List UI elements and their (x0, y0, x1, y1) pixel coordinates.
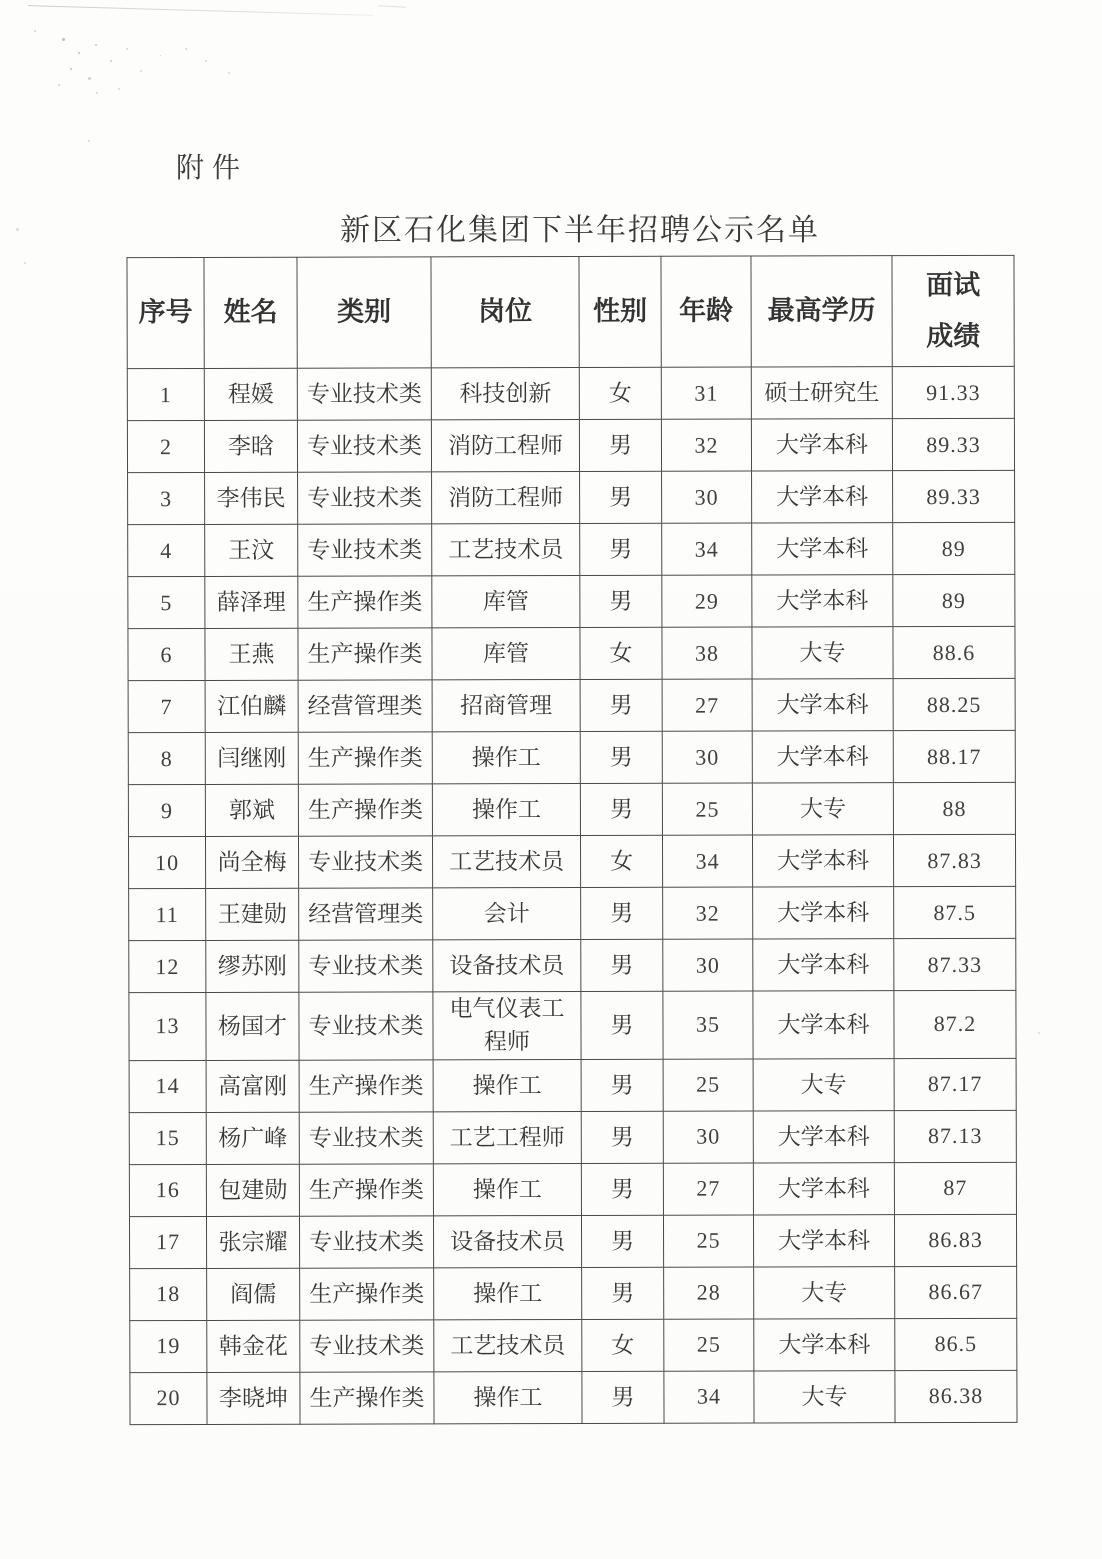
table-row (128, 678, 1015, 732)
table-row (128, 626, 1015, 680)
cell-score: 88.17 (893, 730, 1015, 782)
cell-position: 工艺工程师 (433, 1111, 581, 1163)
cell-category: 专业技术类 (299, 992, 433, 1060)
cell-no: 2 (127, 420, 204, 472)
column-header: 姓名 (204, 257, 297, 368)
cell-education: 大学本科 (752, 575, 893, 627)
cell-education: 大专 (752, 783, 893, 835)
cell-age: 25 (663, 1059, 753, 1111)
cell-position: 设备技术员 (433, 1215, 581, 1267)
cell-score: 88.25 (893, 678, 1015, 730)
cell-name: 薛泽理 (205, 576, 298, 628)
cell-no: 12 (129, 940, 206, 992)
cell-no: 8 (128, 732, 205, 784)
cell-category: 专业技术类 (298, 472, 432, 524)
attachment-label: 附件 (176, 153, 249, 184)
cell-age: 30 (663, 939, 753, 991)
cell-position: 操作工 (432, 783, 580, 835)
cell-score: 88 (893, 782, 1015, 834)
scan-streak-small (378, 5, 406, 7)
cell-score: 87 (894, 1162, 1016, 1214)
cell-age: 34 (662, 523, 752, 575)
cell-name: 缪苏刚 (206, 940, 299, 992)
cell-no: 16 (129, 1164, 206, 1216)
cell-position: 操作工 (432, 731, 580, 783)
recruitment-table (126, 255, 1017, 1425)
cell-position: 操作工 (434, 1267, 582, 1319)
cell-position: 电气仪表工 程师 (433, 991, 581, 1059)
column-header: 性别 (579, 256, 661, 367)
table-row (129, 1162, 1016, 1216)
scan-streak (28, 5, 373, 16)
cell-age: 31 (661, 367, 751, 419)
cell-category: 专业技术类 (300, 1320, 434, 1372)
cell-score: 87.5 (894, 886, 1016, 938)
cell-position: 科技创新 (431, 367, 579, 419)
cell-name: 韩金花 (207, 1320, 300, 1372)
table-row (130, 1370, 1017, 1424)
table-row (127, 418, 1014, 472)
cell-score: 87.17 (894, 1058, 1016, 1110)
cell-position: 工艺技术员 (432, 523, 580, 575)
cell-education: 大学本科 (752, 679, 893, 731)
cell-education: 大学本科 (753, 1214, 894, 1266)
cell-education: 大学本科 (753, 991, 894, 1059)
cell-name: 江伯麟 (205, 680, 298, 732)
cell-score: 87.2 (894, 990, 1016, 1058)
cell-position: 库管 (432, 627, 580, 679)
cell-category: 专业技术类 (297, 420, 431, 472)
cell-education: 大专 (754, 1370, 895, 1422)
cell-no: 1 (127, 368, 204, 420)
table-row (128, 574, 1015, 628)
cell-gender: 男 (581, 1111, 663, 1163)
cell-age: 27 (663, 1163, 753, 1215)
table-row (129, 1110, 1016, 1164)
cell-education: 大学本科 (752, 471, 893, 523)
cell-position: 库管 (432, 575, 580, 627)
cell-gender: 男 (582, 1267, 664, 1319)
cell-education: 大学本科 (753, 939, 894, 991)
cell-name: 王燕 (205, 628, 298, 680)
cell-gender: 女 (582, 1319, 664, 1371)
cell-age: 27 (662, 679, 752, 731)
column-header: 类别 (297, 257, 431, 368)
cell-name: 程媛 (204, 368, 297, 420)
cell-age: 30 (663, 1111, 753, 1163)
cell-age: 28 (664, 1267, 754, 1319)
table-row (128, 730, 1015, 784)
cell-position: 会计 (433, 887, 581, 939)
cell-education: 大学本科 (754, 1318, 895, 1370)
cell-name: 王汶 (205, 524, 298, 576)
cell-score: 89.33 (892, 418, 1014, 470)
cell-no: 10 (128, 836, 205, 888)
cell-no: 15 (129, 1112, 206, 1164)
cell-score: 89.33 (893, 470, 1015, 522)
cell-category: 生产操作类 (299, 1060, 433, 1112)
cell-no: 17 (129, 1216, 206, 1268)
cell-gender: 女 (579, 367, 661, 419)
cell-position: 操作工 (434, 1371, 582, 1423)
cell-score: 86.83 (894, 1214, 1016, 1266)
cell-age: 38 (662, 627, 752, 679)
cell-gender: 男 (581, 1163, 663, 1215)
table-row (129, 1214, 1016, 1268)
cell-category: 经营管理类 (299, 888, 433, 940)
page-title: 新区石化集团下半年招聘公示名单 (340, 214, 820, 247)
cell-position: 消防工程师 (431, 419, 579, 471)
cell-position: 设备技术员 (433, 939, 581, 991)
cell-score: 88.6 (893, 626, 1015, 678)
cell-score: 86.67 (895, 1266, 1017, 1318)
cell-education: 大学本科 (753, 1162, 894, 1214)
cell-category: 专业技术类 (299, 940, 433, 992)
table-row (129, 1058, 1016, 1112)
cell-age: 30 (662, 731, 752, 783)
table-row (128, 782, 1015, 836)
cell-no: 7 (128, 680, 205, 732)
column-header: 岗位 (431, 256, 579, 367)
column-header: 最高学历 (751, 256, 892, 367)
cell-category: 专业技术类 (297, 368, 431, 420)
cell-gender: 男 (581, 991, 663, 1059)
cell-gender: 男 (580, 471, 662, 523)
cell-category: 经营管理类 (298, 680, 432, 732)
cell-gender: 男 (581, 1215, 663, 1267)
cell-name: 杨国才 (206, 992, 299, 1060)
cell-gender: 男 (582, 1371, 664, 1423)
cell-education: 硕士研究生 (751, 367, 892, 419)
table-row (128, 522, 1015, 576)
cell-position: 消防工程师 (432, 471, 580, 523)
cell-gender: 男 (579, 419, 661, 471)
cell-position: 工艺技术员 (434, 1319, 582, 1371)
cell-education: 大专 (753, 1058, 894, 1110)
table-row (128, 470, 1015, 524)
cell-name: 王建勋 (206, 888, 299, 940)
cell-position: 工艺技术员 (432, 835, 580, 887)
cell-category: 专业技术类 (298, 524, 432, 576)
cell-category: 专业技术类 (299, 1216, 433, 1268)
table-row (130, 1318, 1017, 1372)
cell-no: 20 (130, 1372, 207, 1424)
cell-education: 大学本科 (753, 1110, 894, 1162)
table-row (129, 990, 1016, 1060)
cell-score: 86.38 (895, 1370, 1017, 1422)
cell-no: 13 (129, 992, 206, 1060)
cell-education: 大学本科 (752, 835, 893, 887)
cell-category: 生产操作类 (298, 784, 432, 836)
cell-age: 34 (664, 1371, 754, 1423)
column-header: 面试 成绩 (892, 255, 1014, 366)
cell-name: 李伟民 (205, 472, 298, 524)
cell-age: 34 (662, 835, 752, 887)
cell-gender: 男 (580, 679, 662, 731)
cell-education: 大学本科 (752, 731, 893, 783)
cell-gender: 男 (580, 783, 662, 835)
table-row (129, 938, 1016, 992)
cell-age: 29 (662, 575, 752, 627)
cell-name: 闫继刚 (205, 732, 298, 784)
cell-name: 尚全梅 (205, 836, 298, 888)
cell-position: 操作工 (433, 1163, 581, 1215)
cell-no: 11 (129, 888, 206, 940)
table-body (127, 366, 1017, 1424)
cell-score: 89 (893, 574, 1015, 626)
column-header: 年龄 (661, 256, 751, 367)
cell-score: 87.83 (893, 834, 1015, 886)
cell-age: 32 (661, 419, 751, 471)
cell-gender: 男 (581, 887, 663, 939)
cell-name: 阎儒 (207, 1268, 300, 1320)
cell-gender: 男 (580, 575, 662, 627)
cell-category: 生产操作类 (298, 628, 432, 680)
cell-score: 87.33 (894, 938, 1016, 990)
cell-name: 郭斌 (205, 784, 298, 836)
cell-no: 19 (130, 1320, 207, 1372)
cell-category: 生产操作类 (298, 576, 432, 628)
cell-score: 87.13 (894, 1110, 1016, 1162)
cell-education: 大专 (752, 627, 893, 679)
cell-category: 生产操作类 (298, 732, 432, 784)
cell-name: 包建勋 (206, 1164, 299, 1216)
cell-age: 25 (663, 1215, 753, 1267)
cell-category: 专业技术类 (299, 1112, 433, 1164)
cell-score: 86.5 (895, 1318, 1017, 1370)
table-row (129, 886, 1016, 940)
cell-gender: 男 (580, 523, 662, 575)
cell-no: 14 (129, 1060, 206, 1112)
cell-education: 大学本科 (751, 419, 892, 471)
cell-education: 大学本科 (753, 887, 894, 939)
cell-gender: 男 (580, 731, 662, 783)
cell-no: 3 (128, 472, 205, 524)
cell-age: 25 (664, 1319, 754, 1371)
cell-category: 生产操作类 (300, 1268, 434, 1320)
cell-gender: 女 (580, 835, 662, 887)
cell-no: 9 (128, 784, 205, 836)
cell-gender: 男 (581, 1059, 663, 1111)
table-row (127, 366, 1014, 420)
cell-age: 25 (662, 783, 752, 835)
cell-category: 生产操作类 (299, 1164, 433, 1216)
cell-age: 32 (663, 887, 753, 939)
table-row (130, 1266, 1017, 1320)
cell-gender: 男 (581, 939, 663, 991)
cell-name: 李晗 (204, 420, 297, 472)
cell-category: 生产操作类 (300, 1372, 434, 1424)
cell-no: 18 (130, 1268, 207, 1320)
cell-no: 5 (128, 576, 205, 628)
cell-age: 35 (663, 991, 753, 1059)
cell-position: 招商管理 (432, 679, 580, 731)
cell-education: 大学本科 (752, 523, 893, 575)
cell-score: 89 (893, 522, 1015, 574)
cell-position: 操作工 (433, 1059, 581, 1111)
cell-score: 91.33 (892, 366, 1014, 418)
column-header: 序号 (127, 257, 204, 368)
cell-name: 李晓坤 (207, 1372, 300, 1424)
cell-category: 专业技术类 (298, 836, 432, 888)
cell-education: 大专 (754, 1266, 895, 1318)
cell-age: 30 (662, 471, 752, 523)
cell-name: 高富刚 (206, 1060, 299, 1112)
cell-no: 4 (128, 524, 205, 576)
cell-name: 杨广峰 (206, 1112, 299, 1164)
header-row (127, 255, 1014, 368)
cell-name: 张宗耀 (206, 1216, 299, 1268)
table-row (128, 834, 1015, 888)
cell-no: 6 (128, 628, 205, 680)
cell-gender: 女 (580, 627, 662, 679)
